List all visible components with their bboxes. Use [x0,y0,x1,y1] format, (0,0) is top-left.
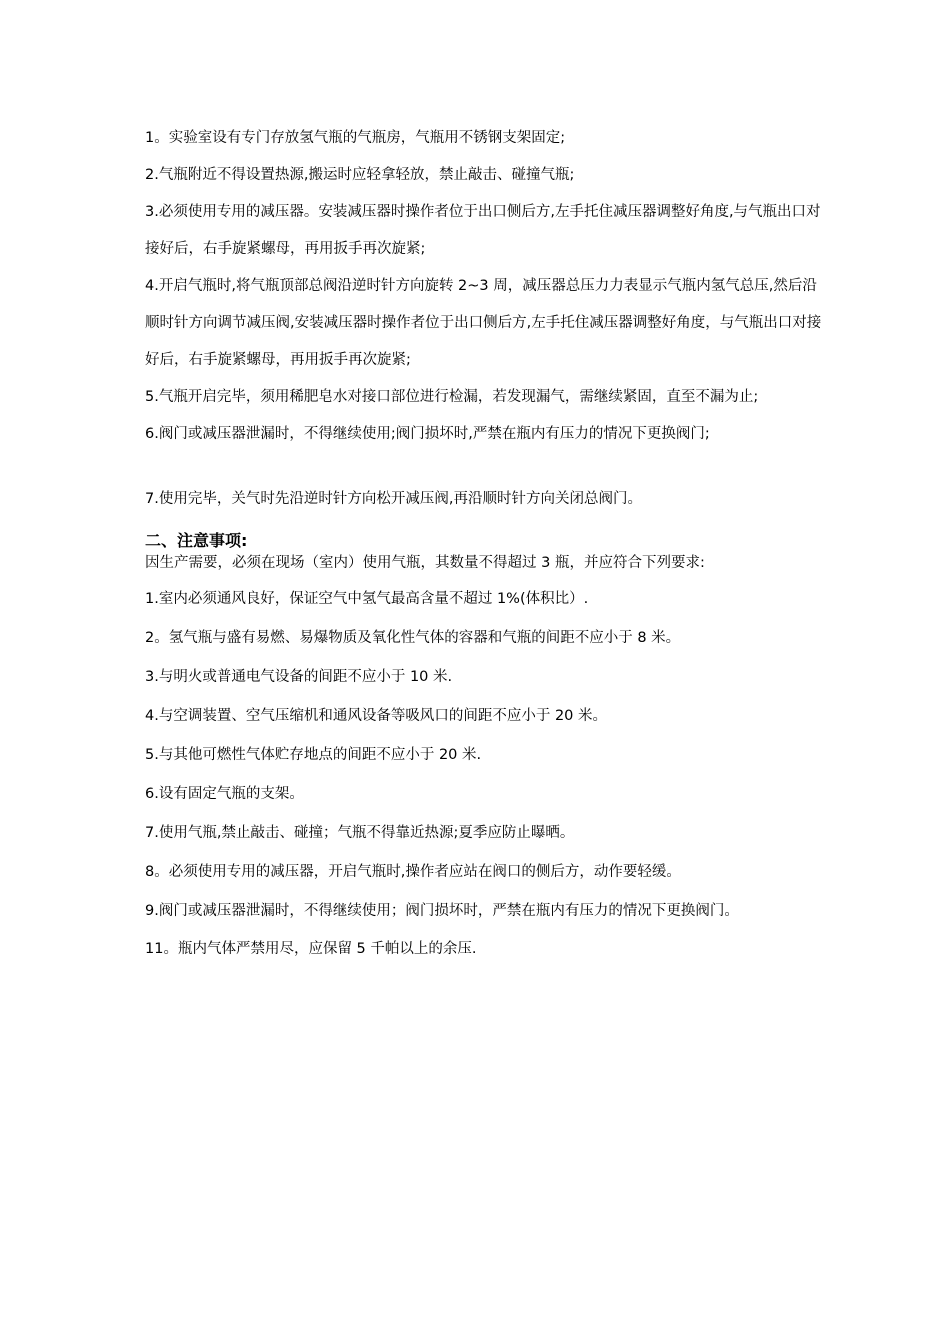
section-intro: 因生产需要，必须在现场（室内）使用气瓶，其数量不得超过 3 瓶，并应符合下列要求: [145,555,705,571]
requirement-9: 9.阀门或减压器泄漏时，不得继续使用；阀门损坏时，严禁在瓶内有压力的情况下更换阀门。 [145,903,739,919]
requirement-3: 3.与明火或普通电气设备的间距不应小于 10 米. [145,669,453,685]
requirement-2: 2。氢气瓶与盛有易燃、易爆物质及氧化性气体的容器和气瓶的间距不应小于 8 米。 [145,630,681,646]
procedure-7: 7.使用完毕，关气时先沿逆时针方向松开减压阀,再沿顺时针方向关闭总阀门。 [145,491,642,507]
procedure-1: 1。实验室设有专门存放氢气瓶的气瓶房，气瓶用不锈钢支架固定; [145,130,566,146]
requirement-5: 5.与其他可燃性气体贮存地点的间距不应小于 20 米. [145,747,482,763]
requirement-4: 4.与空调装置、空气压缩机和通风设备等吸风口的间距不应小于 20 米。 [145,708,608,724]
procedure-3: 3.必须使用专用的减压器。安装减压器时操作者位于出口侧后方,左手托住减压器调整好角度,与气瓶出口对接好后，右手旋紧螺母，再用扳手再次旋紧; [145,204,821,257]
procedure-2: 2.气瓶附近不得设置热源,搬运时应轻拿轻放，禁止敲击、碰撞气瓶; [145,167,575,183]
requirement-8: 8。必须使用专用的减压器，开启气瓶时,操作者应站在阀口的侧后方，动作要轻缓。 [145,864,681,880]
requirement-1: 1.室内必须通风良好，保证空气中氢气最高含量不超过 1%(体积比）. [145,591,589,607]
procedure-4: 4.开启气瓶时,将气瓶顶部总阀沿逆时针方向旋转 2~3 周，减压器总压力力表显示气瓶内氢气总压,然后沿顺时针方向调节减压阀,安装减压器时操作者位于出口侧后方,左手托住减压器调整好角度，与气瓶出口对接好后，右手旋紧螺母，再用扳手再次旋紧; [145,278,822,368]
spacer [145,453,825,481]
requirement-11: 11。瓶内气体严禁用尽，应保留 5 千帕以上的余压. [145,941,477,957]
procedure-5: 5.气瓶开启完毕，须用稀肥皂水对接口部位进行检漏，若发现漏气，需继续紧固，直至不漏为止; [145,389,759,405]
requirement-7: 7.使用气瓶,禁止敲击、碰撞；气瓶不得靠近热源;夏季应防止曝晒。 [145,825,575,841]
section-heading: 二、注意事项: [145,531,248,550]
procedure-6: 6.阀门或减压器泄漏时，不得继续使用;阀门损坏时,严禁在瓶内有压力的情况下更换阀门; [145,426,710,442]
document-page [145,120,825,969]
requirement-6: 6.设有固定气瓶的支架。 [145,786,304,802]
